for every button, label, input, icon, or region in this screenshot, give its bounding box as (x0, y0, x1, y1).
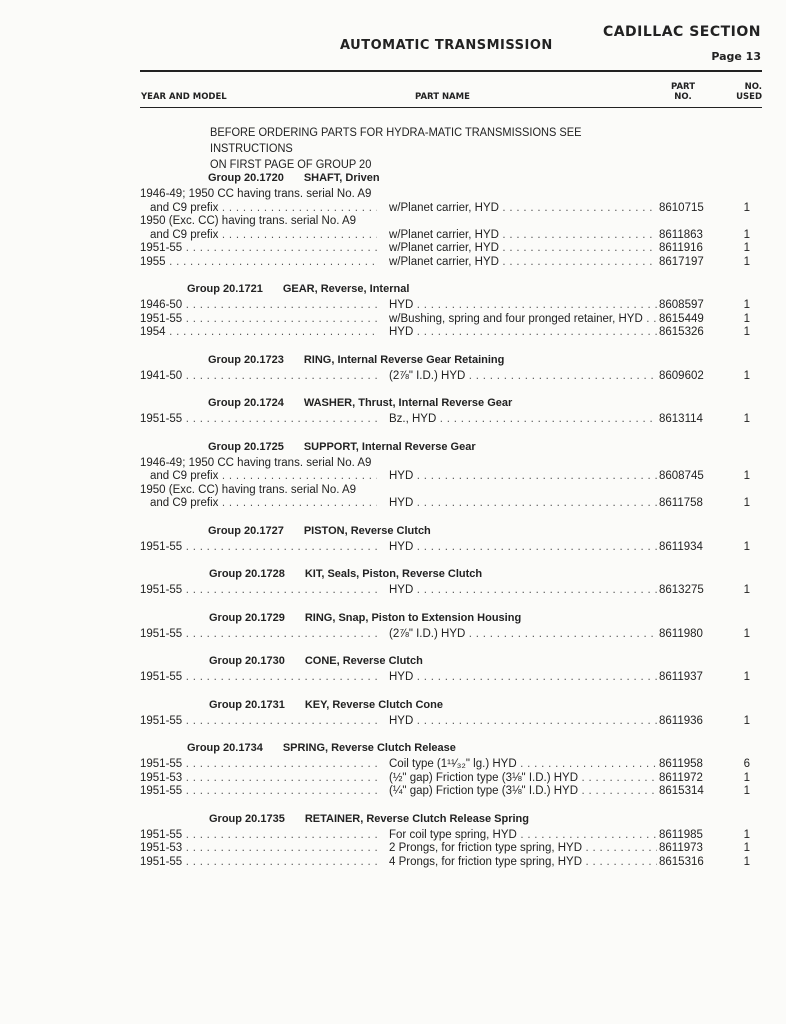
ordering-note-line2: ON FIRST PAGE OF GROUP 20 (210, 157, 372, 171)
part-entry (140, 242, 762, 256)
parts-group (140, 437, 762, 521)
group-heading (140, 521, 762, 541)
quantity-used: 1 (743, 242, 750, 254)
quantity-used: 1 (743, 228, 750, 241)
part-entry (140, 628, 762, 642)
group-part-name: SUPPORT, Internal Reverse Gear (303, 440, 476, 453)
quantity-used: 1 (743, 771, 750, 784)
part-description: (½" gap) Friction type (3⅛" I.D.) HYD . . . (389, 772, 657, 786)
group-number: Group 20.1727 (208, 524, 284, 537)
year-model: 1955 . . . (140, 256, 377, 270)
parts-group (140, 809, 762, 880)
parts-group (140, 695, 762, 739)
group-heading (140, 437, 762, 457)
group-part-name: CONE, Reverse Clutch (304, 655, 423, 667)
entry-line (140, 370, 762, 384)
entry-line (140, 785, 762, 799)
part-entry (140, 299, 762, 313)
group-number: Group 20.1729 (209, 611, 285, 624)
part-number: 8611937 (659, 671, 703, 683)
part-description: HYD . . . (389, 584, 657, 598)
entry-line (140, 188, 762, 202)
part-description: w/Planet carrier, HYD . . . (389, 202, 657, 216)
parts-group (140, 279, 762, 350)
header-rule (140, 70, 762, 72)
group-part-name: GEAR, Reverse, Internal (282, 283, 410, 295)
part-number: 8613275 (659, 584, 704, 596)
year-model: 1951-55 . . . (140, 313, 377, 327)
entry-line (140, 229, 762, 243)
group-heading (140, 393, 762, 413)
group-spacer (140, 340, 762, 350)
part-number: 8610715 (659, 201, 704, 214)
year-model: 1951-55 . . . (140, 541, 377, 555)
quantity-used: 1 (743, 842, 750, 854)
part-entry (140, 256, 762, 270)
group-heading (140, 809, 762, 829)
part-entry (140, 326, 762, 340)
part-entry (140, 715, 762, 729)
part-description: Bz., HYD . . . (389, 413, 657, 427)
entry-line (140, 326, 762, 340)
year-model: 1946-50 . . . (140, 299, 377, 313)
group-spacer (140, 427, 762, 437)
entry-line (140, 256, 762, 270)
entry-line (140, 313, 762, 327)
group-number: Group 20.1723 (208, 353, 284, 366)
column-header-rule (140, 107, 762, 108)
entry-line (140, 242, 762, 256)
group-part-name: KEY, Reverse Clutch Cone (304, 698, 443, 711)
part-entry (140, 584, 762, 598)
group-heading (140, 695, 762, 715)
entry-line (140, 299, 762, 313)
year-model: 1951-55 . . . (140, 856, 377, 870)
part-number: 8608597 (659, 299, 704, 311)
quantity-used: 1 (743, 540, 750, 553)
quantity-used: 1 (743, 671, 750, 683)
part-number: 8609602 (659, 369, 704, 382)
column-header-part-no-line2: NO. (674, 92, 692, 102)
part-entry (140, 484, 762, 511)
group-part-name: RING, Internal Reverse Gear Retaining (303, 353, 505, 366)
column-header-year-model: YEAR AND MODEL (141, 92, 227, 102)
part-entry (140, 457, 762, 484)
year-model: and C9 prefix . . . (150, 202, 377, 216)
ordering-note (210, 124, 642, 172)
part-entry (140, 541, 762, 555)
entry-line (140, 856, 762, 870)
group-heading (140, 168, 762, 188)
quantity-used: 1 (743, 312, 750, 325)
part-number: 8611863 (659, 228, 703, 241)
part-number: 8611972 (659, 771, 703, 784)
part-entry (140, 758, 762, 772)
quantity-used: 1 (743, 326, 750, 338)
group-number: Group 20.1728 (209, 568, 285, 580)
year-model: 1941-50 . . . (140, 370, 377, 384)
section-title: CADILLAC SECTION (602, 24, 761, 40)
group-number: Group 20.1720 (208, 172, 284, 184)
part-number: 8615316 (659, 855, 704, 868)
year-model: 1951-55 . . . (140, 413, 377, 427)
quantity-used: 1 (743, 497, 750, 509)
column-header-no-used-line1: NO. (744, 82, 762, 92)
group-spacer (140, 269, 762, 279)
quantity-used: 1 (743, 255, 750, 268)
year-model: 1951-55 . . . (140, 671, 377, 685)
part-number: 8615326 (659, 326, 704, 338)
quantity-used: 1 (743, 299, 750, 311)
part-entry (140, 215, 762, 242)
part-description: (2⅞" I.D.) HYD . . . (389, 628, 657, 642)
group-number: Group 20.1721 (187, 283, 263, 295)
parts-group (140, 521, 762, 565)
year-model: and C9 prefix . . . (150, 229, 377, 243)
group-heading (140, 651, 762, 671)
parts-group (140, 738, 762, 809)
part-number: 8608745 (659, 470, 704, 482)
quantity-used: 1 (743, 785, 750, 797)
entry-line (140, 497, 762, 511)
parts-group (140, 168, 762, 279)
part-number: 8615449 (659, 312, 704, 325)
group-heading (140, 564, 762, 584)
entry-line (140, 541, 762, 555)
group-part-name: PISTON, Reverse Clutch (303, 524, 431, 537)
year-model: 1954 . . . (140, 326, 377, 340)
group-spacer (140, 799, 762, 809)
column-header-no-used-line2: USED (736, 92, 762, 102)
year-model: and C9 prefix . . . (150, 497, 377, 511)
entry-line (140, 484, 762, 498)
column-header-part-name: PART NAME (415, 92, 470, 102)
year-model: 1950 (Exc. CC) having trans. serial No. A9 (140, 215, 357, 227)
part-number: 8613114 (659, 413, 703, 425)
group-spacer (140, 641, 762, 651)
group-spacer (140, 383, 762, 393)
entry-line (140, 671, 762, 685)
quantity-used: 1 (743, 855, 750, 868)
part-number: 8611758 (659, 497, 703, 509)
quantity-used: 1 (743, 201, 750, 214)
parts-group (140, 608, 762, 652)
part-description: HYD . . . (389, 299, 657, 313)
group-part-name: SHAFT, Driven (303, 172, 380, 184)
group-spacer (140, 728, 762, 738)
entry-line (140, 413, 762, 427)
group-number: Group 20.1725 (208, 440, 284, 453)
group-spacer (140, 598, 762, 608)
quantity-used: 1 (743, 828, 750, 841)
column-header-part-no-line1: PART (671, 82, 695, 92)
year-model: 1946-49; 1950 CC having trans. serial No. A9 (140, 188, 372, 200)
group-number: Group 20.1734 (187, 742, 263, 754)
page-title: AUTOMATIC TRANSMISSION (340, 38, 553, 53)
part-description: HYD . . . (389, 470, 657, 484)
part-description: (2⅞" I.D.) HYD . . . (389, 370, 657, 384)
quantity-used: 1 (743, 369, 750, 382)
group-part-name: KIT, Seals, Piston, Reverse Clutch (304, 568, 483, 580)
quantity-used: 1 (743, 584, 750, 596)
entry-line (140, 457, 762, 471)
group-number: Group 20.1724 (208, 397, 284, 409)
year-model: 1951-53 . . . (140, 842, 377, 856)
year-model: 1951-55 . . . (140, 584, 377, 598)
group-spacer (140, 869, 762, 879)
part-description: w/Bushing, spring and four pronged retainer, HYD . . . (389, 313, 657, 327)
group-heading (140, 738, 762, 758)
parts-group (140, 564, 762, 608)
year-model: 1950 (Exc. CC) having trans. serial No. A9 (140, 483, 357, 496)
part-number: 8617197 (659, 255, 704, 268)
group-part-name: RETAINER, Reverse Clutch Release Spring (304, 812, 529, 825)
entry-line (140, 470, 762, 484)
part-entry (140, 413, 762, 427)
part-entry (140, 370, 762, 384)
part-description: (¼" gap) Friction type (3⅛" I.D.) HYD . . . (389, 785, 657, 799)
year-model: 1951-55 . . . (140, 628, 377, 642)
part-entry (140, 785, 762, 799)
group-part-name: RING, Snap, Piston to Extension Housing (304, 611, 522, 624)
year-model: 1951-55 . . . (140, 242, 377, 256)
part-description: 4 Prongs, for friction type spring, HYD . . . (389, 856, 657, 870)
part-description: HYD . . . (389, 671, 657, 685)
group-heading (140, 350, 762, 370)
group-heading (140, 608, 762, 628)
column-header-no-used (730, 82, 762, 102)
group-part-name: WASHER, Thrust, Internal Reverse Gear (303, 397, 513, 409)
part-description: HYD . . . (389, 326, 657, 340)
part-description: HYD . . . (389, 715, 657, 729)
part-entry (140, 671, 762, 685)
part-number: 8611934 (659, 540, 703, 553)
year-model: 1951-53 . . . (140, 772, 377, 786)
entry-line (140, 202, 762, 216)
group-part-name: SPRING, Reverse Clutch Release (282, 742, 456, 754)
part-entry (140, 313, 762, 327)
parts-group (140, 350, 762, 394)
part-number: 8615314 (659, 785, 704, 797)
group-number: Group 20.1730 (209, 655, 285, 667)
group-heading (140, 279, 762, 299)
part-entry (140, 842, 762, 856)
part-description: For coil type spring, HYD . . . (389, 829, 657, 843)
entry-line (140, 715, 762, 729)
part-description: HYD . . . (389, 497, 657, 511)
part-description: w/Planet carrier, HYD . . . (389, 229, 657, 243)
part-entry (140, 856, 762, 870)
group-number: Group 20.1735 (209, 812, 285, 825)
entry-line (140, 628, 762, 642)
entry-line (140, 584, 762, 598)
part-description: w/Planet carrier, HYD . . . (389, 256, 657, 270)
group-spacer (140, 511, 762, 521)
quantity-used: 1 (743, 470, 750, 482)
parts-group (140, 651, 762, 695)
column-header-part-no (667, 82, 699, 102)
group-spacer (140, 554, 762, 564)
quantity-used: 1 (743, 714, 750, 727)
part-number: 8611936 (659, 714, 703, 727)
year-model: and C9 prefix . . . (150, 470, 377, 484)
part-entry (140, 772, 762, 786)
year-model: 1951-55 . . . (140, 715, 377, 729)
part-number: 8611980 (659, 627, 703, 640)
part-entry (140, 829, 762, 843)
part-description: 2 Prongs, for friction type spring, HYD . . . (389, 842, 657, 856)
year-model: 1946-49; 1950 CC having trans. serial No. A9 (140, 456, 372, 469)
quantity-used: 1 (743, 627, 750, 640)
part-number: 8611973 (659, 842, 703, 854)
quantity-used: 6 (743, 758, 750, 770)
part-number: 8611958 (659, 758, 703, 770)
part-entry (140, 188, 762, 215)
part-description: HYD . . . (389, 541, 657, 555)
year-model: 1951-55 . . . (140, 829, 377, 843)
parts-group (140, 393, 762, 437)
page-number: Page 13 (711, 50, 761, 63)
year-model: 1951-55 . . . (140, 758, 377, 772)
quantity-used: 1 (743, 413, 750, 425)
entry-line (140, 772, 762, 786)
entry-line (140, 215, 762, 229)
group-spacer (140, 685, 762, 695)
part-number: 8611985 (659, 828, 703, 841)
part-number: 8611916 (659, 242, 703, 254)
part-description: Coil type (1¹¹⁄₃₂" lg.) HYD . . . (389, 758, 657, 772)
part-description: w/Planet carrier, HYD . . . (389, 242, 657, 256)
year-model: 1951-55 . . . (140, 785, 377, 799)
group-number: Group 20.1731 (209, 698, 285, 711)
parts-groups (140, 168, 762, 879)
ordering-note-line1: BEFORE ORDERING PARTS FOR HYDRA-MATIC TRANSMISSIONS SEE INSTRUCTIONS (210, 125, 582, 155)
entry-line (140, 758, 762, 772)
entry-line (140, 842, 762, 856)
entry-line (140, 829, 762, 843)
